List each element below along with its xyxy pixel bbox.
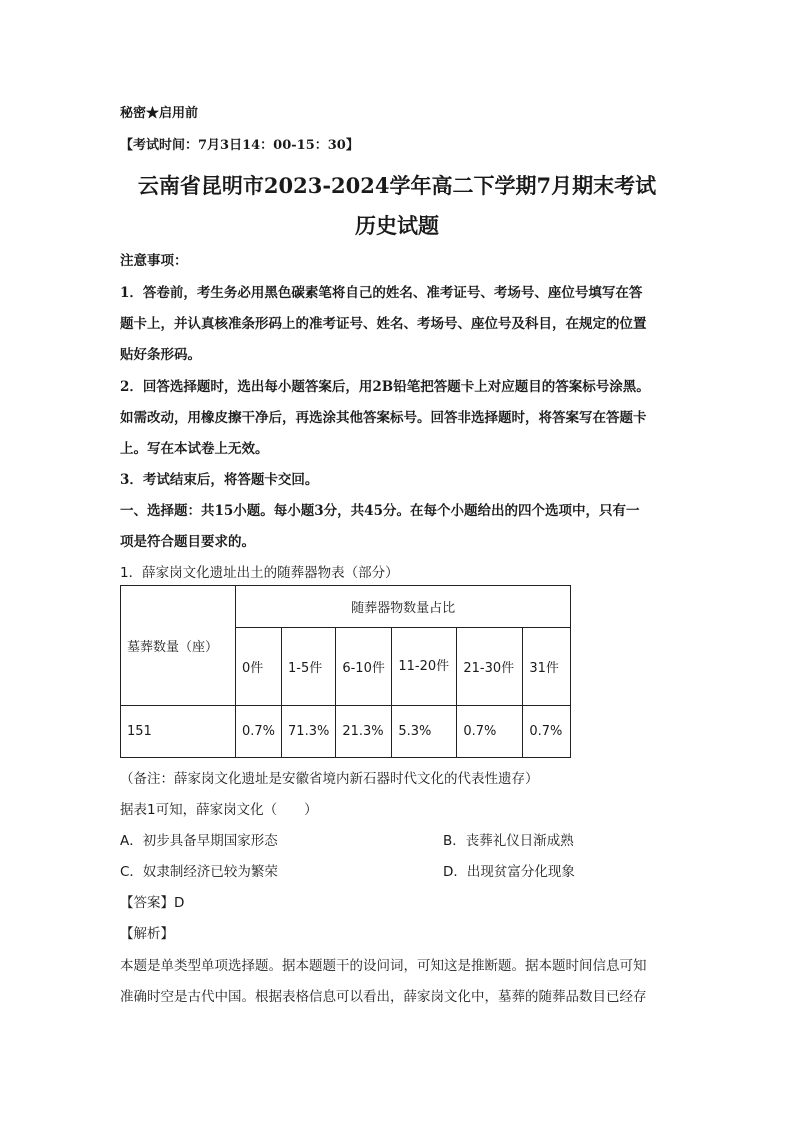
- secret-label: 秘密★启用前: [120, 106, 199, 121]
- analysis-heading: 【解析】: [120, 926, 174, 942]
- table-note: （备注：薛家岗文化遗址是安徽省境内新石器时代文化的代表性遗存）: [120, 771, 539, 787]
- question-stem: 1．薛家岗文化遗址出土的随葬器物表（部分）: [120, 565, 399, 581]
- analysis-line: 本题是单类型单项选择题。据本题题干的设问词，可知这是推断题。据本题时间信息可知: [120, 958, 647, 974]
- table-cell: 0.7%: [457, 706, 523, 758]
- notes-heading: 注意事项：: [120, 253, 188, 269]
- exam-subject: 历史试题: [355, 213, 439, 238]
- burial-goods-table: [120, 585, 571, 758]
- table-col-header: 31件: [523, 628, 571, 706]
- notes-line: 1．答卷前，考生务必用黑色碳素笔将自己的姓名、准考证号、考场号、座位号填写在答: [120, 285, 643, 301]
- table-col-header: 6-10件: [336, 628, 392, 706]
- table-col-header: 0件: [236, 628, 282, 706]
- table-cell-graves: 151: [121, 706, 236, 758]
- exam-title: 云南省昆明市2023-2024学年高二下学期7月期末考试: [137, 173, 657, 198]
- table-cell: 0.7%: [236, 706, 282, 758]
- table-group-header: 随葬器物数量占比: [236, 586, 571, 628]
- question-text: 据表1可知，薛家岗文化（ ）: [120, 802, 318, 818]
- option-c: C．奴隶制经济已较为繁荣: [120, 864, 278, 880]
- option-d: D．出现贫富分化现象: [443, 864, 575, 880]
- notes-line: 贴好条形码。: [120, 347, 201, 363]
- notes-line: 2．回答选择题时，选出每小题答案后，用2B铅笔把答题卡上对应题目的答案标号涂黑。: [120, 379, 650, 395]
- notes-line: 上。写在本试卷上无效。: [120, 441, 269, 457]
- notes-line: 如需改动，用橡皮擦干净后，再选涂其他答案标号。回答非选择题时，将答案写在答题卡: [120, 410, 647, 426]
- table-col-header: 11-20件: [392, 628, 457, 706]
- table-cell: 5.3%: [392, 706, 457, 758]
- answer-line: 【答案】D: [120, 895, 185, 911]
- table-cell: 21.3%: [336, 706, 392, 758]
- table-cell: 0.7%: [523, 706, 571, 758]
- option-b: B．丧葬礼仪日渐成熟: [443, 833, 574, 849]
- exam-time: 【考试时间：7月3日14：00-15：30】: [120, 138, 359, 153]
- section-heading: 一、选择题：共15小题。每小题3分，共45分。在每个小题给出的四个选项中，只有一: [120, 503, 640, 519]
- notes-line: 题卡上，并认真核准条形码上的准考证号、姓名、考场号、座位号及科目，在规定的位置: [120, 316, 647, 332]
- table-cell: 71.3%: [282, 706, 336, 758]
- table-row-header: 墓葬数量（座）: [121, 586, 236, 706]
- table-col-header: 1-5件: [282, 628, 336, 706]
- notes-line: 3．考试结束后，将答题卡交回。: [120, 472, 319, 488]
- table-col-header: 21-30件: [457, 628, 523, 706]
- section-heading-cont: 项是符合题目要求的。: [120, 534, 255, 550]
- option-a: A．初步具备早期国家形态: [120, 833, 278, 849]
- analysis-line: 准确时空是古代中国。根据表格信息可以看出，薛家岗文化中，墓葬的随葬品数目已经存: [120, 989, 647, 1005]
